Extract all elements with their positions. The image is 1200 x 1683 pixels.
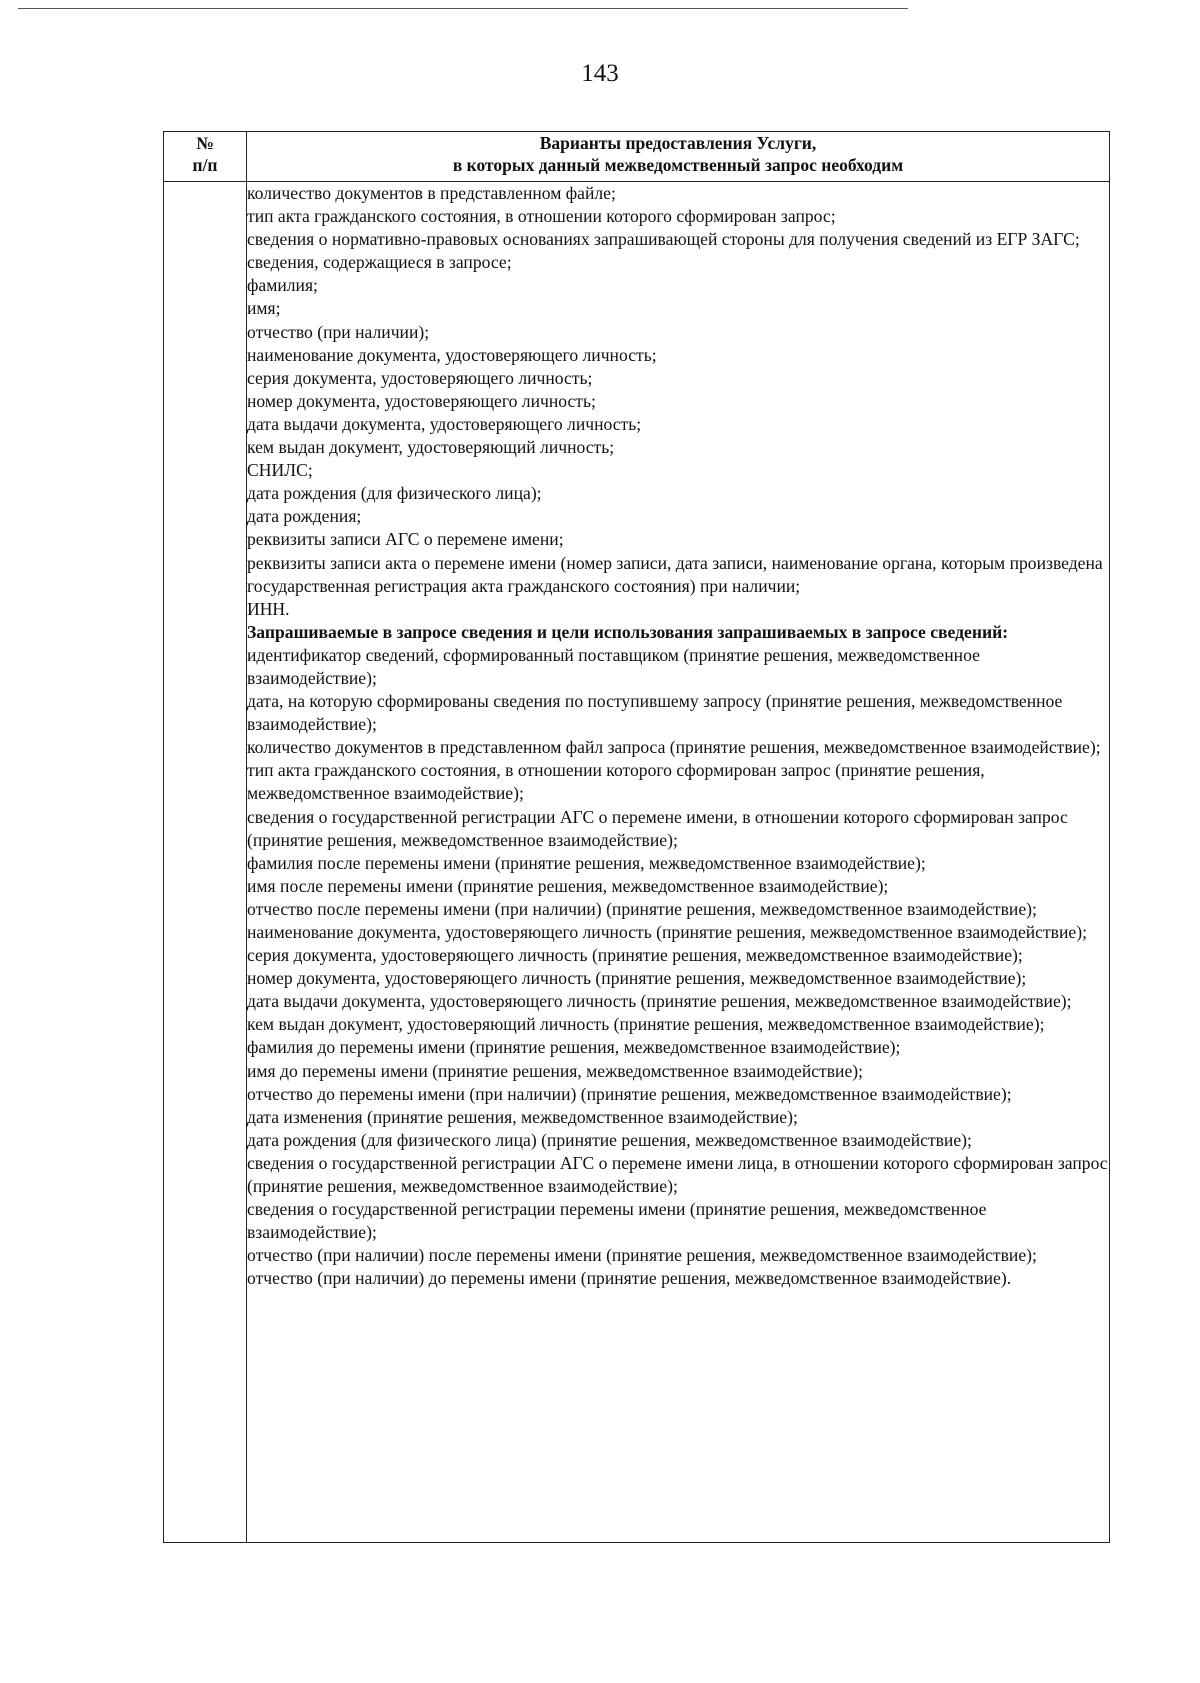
list-item: сведения, содержащиеся в запросе;: [247, 252, 512, 273]
list-item: сведения о государственной регистрации АГС о перемене имени лица, в отношении которого сформирован запрос (принятие решения, межведомственное взаимодействие);: [247, 1152, 1108, 1197]
section-heading: Запрашиваемые в запросе сведения и цели использования запрашиваемых в запросе сведений:: [247, 621, 1009, 642]
list-item: СНИЛС;: [247, 460, 313, 481]
list-item: сведения о государственной регистрации АГС о перемене имени, в отношении которого сформирован запрос (принятие решения, межведомственное взаимодействие);: [247, 806, 1068, 850]
list-item: количество документов в представленном файл запроса (принятие решения, межведомственное взаимодействие);: [247, 737, 1101, 758]
list-item: номер документа, удостоверяющего личность;: [247, 390, 596, 411]
list-item: фамилия;: [247, 275, 318, 296]
list-item: отчество после перемены имени (при наличии) (принятие решения, межведомственное взаимодействие);: [247, 898, 1037, 919]
list-item: отчество (при наличии) до перемены имени (принятие решения, межведомственное взаимодействие).: [247, 1268, 1012, 1289]
list-item: отчество до перемены имени (при наличии) (принятие решения, межведомственное взаимодействие);: [247, 1083, 1012, 1104]
list-item: дата рождения (для физического лица) (принятие решения, межведомственное взаимодействие);: [247, 1129, 972, 1150]
list-item: сведения о государственной регистрации перемены имени (принятие решения, межведомственное взаимодействие);: [247, 1199, 987, 1243]
list-item: дата, на которую сформированы сведения по поступившему запросу (принятие решения, межведомственное взаимодействие);: [247, 691, 1063, 735]
list-item: имя;: [247, 298, 281, 319]
list-item: наименование документа, удостоверяющего личность (принятие решения, межведомственное взаимодействие);: [247, 922, 1087, 942]
list-item: идентификатор сведений, сформированный поставщиком (принятие решения, межведомственное взаимодействие);: [247, 644, 980, 688]
list-item: реквизиты записи АГС о перемене имени;: [247, 529, 564, 550]
list-item: дата выдачи документа, удостоверяющего личность;: [247, 413, 642, 434]
list-item: ИНН.: [247, 598, 290, 619]
col-number-label: №: [196, 133, 214, 153]
number-cell: [164, 182, 247, 1543]
list-item: количество документов в представленном файле;: [247, 183, 616, 203]
content-lines: [247, 182, 1109, 1291]
top-rule: [18, 8, 908, 9]
list-item: кем выдан документ, удостоверяющий личность;: [247, 437, 615, 458]
list-item: дата изменения (принятие решения, межведомственное взаимодействие);: [247, 1106, 798, 1127]
content-cell: [247, 182, 1110, 1543]
table-row: [164, 182, 1110, 1543]
list-item: серия документа, удостоверяющего личность;: [247, 367, 593, 388]
list-item: наименование документа, удостоверяющего личность;: [247, 344, 657, 365]
header-line-2: в которых данный межведомственный запрос необходим: [452, 155, 904, 175]
list-item: имя после перемены имени (принятие решения, межведомственное взаимодействие);: [247, 875, 889, 896]
list-item: реквизиты записи акта о перемене имени (номер записи, дата записи, наименование органа, которым произведена государственная регистрация акта гражданского состояния) при наличии;: [247, 552, 1103, 596]
list-item: тип акта гражданского состояния, в отношении которого сформирован запрос;: [247, 206, 836, 227]
col-number-header: [164, 132, 247, 182]
requirements-table: [163, 131, 1110, 1543]
header-line-1: Варианты предоставления Услуги,: [539, 133, 817, 153]
list-item: отчество (при наличии) после перемены имени (принятие решения, межведомственное взаимодействие);: [247, 1245, 1037, 1266]
list-item: тип акта гражданского состояния, в отношении которого сформирован запрос (принятие решения, межведомственное взаимодействие);: [247, 760, 985, 804]
page-number: 143: [581, 60, 619, 87]
col-variants-header: [247, 132, 1110, 182]
list-item: серия документа, удостоверяющего личность (принятие решения, межведомственное взаимодействие);: [247, 945, 1023, 966]
list-item: кем выдан документ, удостоверяющий личность (принятие решения, межведомственное взаимодействие);: [247, 1014, 1045, 1035]
table-header-row: [164, 132, 1110, 182]
list-item: фамилия после перемены имени (принятие решения, межведомственное взаимодействие);: [247, 852, 926, 873]
list-item: имя до перемены имени (принятие решения, межведомственное взаимодействие);: [247, 1060, 864, 1081]
list-item: сведения о нормативно-правовых основаниях запрашивающей стороны для получения сведений из ЕГР ЗАГС;: [247, 229, 1080, 250]
col-pp-label: п/п: [192, 155, 218, 175]
list-item: дата рождения;: [247, 506, 362, 527]
list-item: фамилия до перемены имени (принятие решения, межведомственное взаимодействие);: [247, 1037, 901, 1058]
list-item: номер документа, удостоверяющего личность (принятие решения, межведомственное взаимодействие);: [247, 968, 1027, 989]
list-item: отчество (при наличии);: [247, 321, 430, 342]
list-item: дата выдачи документа, удостоверяющего личность (принятие решения, межведомственное взаимодействие);: [247, 991, 1072, 1012]
list-item: дата рождения (для физического лица);: [247, 483, 542, 504]
